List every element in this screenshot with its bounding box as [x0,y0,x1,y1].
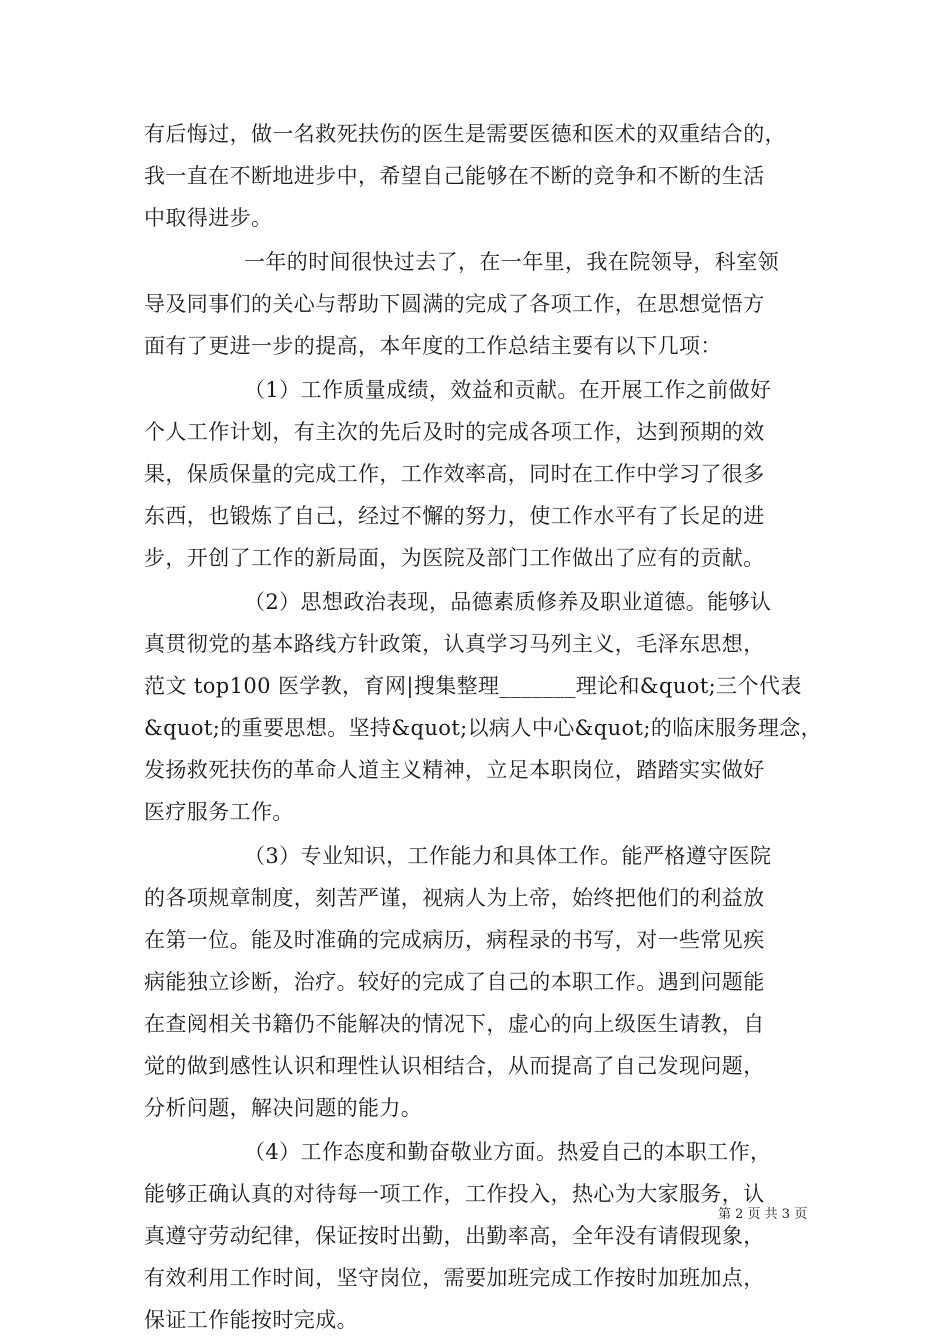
text-line: 在第一位。能及时准确的完成病历，病程录的书写，对一些常见疾 [144,928,765,952]
paragraph-first-line: （3）专业知识，工作能力和具体工作。能严格遵守医院 [244,844,772,868]
text-line: 东西，也锻炼了自己，经过不懈的努力，使工作水平有了长足的进 [144,504,765,528]
text-line: 范文 top100 医学教，育网|搜集整理_______理论和&quot;三个代表 [144,674,802,698]
text-line: 果，保质保量的完成工作，工作效率高，同时在工作中学习了很多 [144,462,765,486]
text-line: 在查阅相关书籍仍不能解决的情况下，虚心的向上级医生请教，自 [144,1012,765,1036]
text-line: 我一直在不断地进步中，希望自己能够在不断的竞争和不断的生活 [144,164,765,188]
text-line: 觉的做到感性认识和理性认识相结合，从而提高了自己发现问题， [144,1054,765,1078]
paragraph-first-line: 一年的时间很快过去了，在一年里，我在院领导，科室领 [244,250,779,274]
paragraph-first-line: （2）思想政治表现，品德素质修养及职业道德。能够认 [244,590,772,614]
text-line: &quot;的重要思想。坚持&quot;以病人中心&quot;的临床服务理念， [144,716,823,740]
text-line: 能够正确认真的对待每一项工作，工作投入，热心为大家服务，认 [144,1182,765,1206]
text-line: 病能独立诊断，治疗。较好的完成了自己的本职工作。遇到问题能 [144,970,765,994]
text-line: 保证工作能按时完成。 [144,1308,358,1332]
text-line: 分析问题，解决问题的能力。 [144,1096,423,1120]
text-line: 步，开创了工作的新局面，为医院及部门工作做出了应有的贡献。 [144,546,765,570]
text-line: 个人工作计划，有主次的先后及时的完成各项工作，达到预期的效 [144,420,765,444]
text-line: 导及同事们的关心与帮助下圆满的完成了各项工作，在思想觉悟方 [144,292,765,316]
text-line: 有效利用工作时间，坚守岗位，需要加班完成工作按时加班加点， [144,1266,765,1290]
text-line: 面有了更进一步的提高，本年度的工作总结主要有以下几项： [144,334,722,358]
text-line: 真贯彻党的基本路线方针政策，认真学习马列主义，毛泽东思想， [144,632,765,656]
page-number-footer: 第 2 页 共 3 页 [718,1207,808,1222]
text-line: 真遵守劳动纪律，保证按时出勤，出勤率高，全年没有请假现象， [144,1224,765,1248]
text-line: 中取得进步。 [144,206,273,230]
paragraph-first-line: （4）工作态度和勤奋敬业方面。热爱自己的本职工作， [244,1140,772,1164]
paragraph-first-line: （1）工作质量成绩，效益和贡献。在开展工作之前做好 [244,378,772,402]
text-line: 发扬救死扶伤的革命人道主义精神，立足本职岗位，踏踏实实做好 [144,758,765,782]
text-line: 的各项规章制度，刻苦严谨，视病人为上帝，始终把他们的利益放 [144,886,765,910]
text-line: 有后悔过，做一名救死扶伤的医生是需要医德和医术的双重结合的， [144,122,786,146]
text-line: 医疗服务工作。 [144,800,294,824]
